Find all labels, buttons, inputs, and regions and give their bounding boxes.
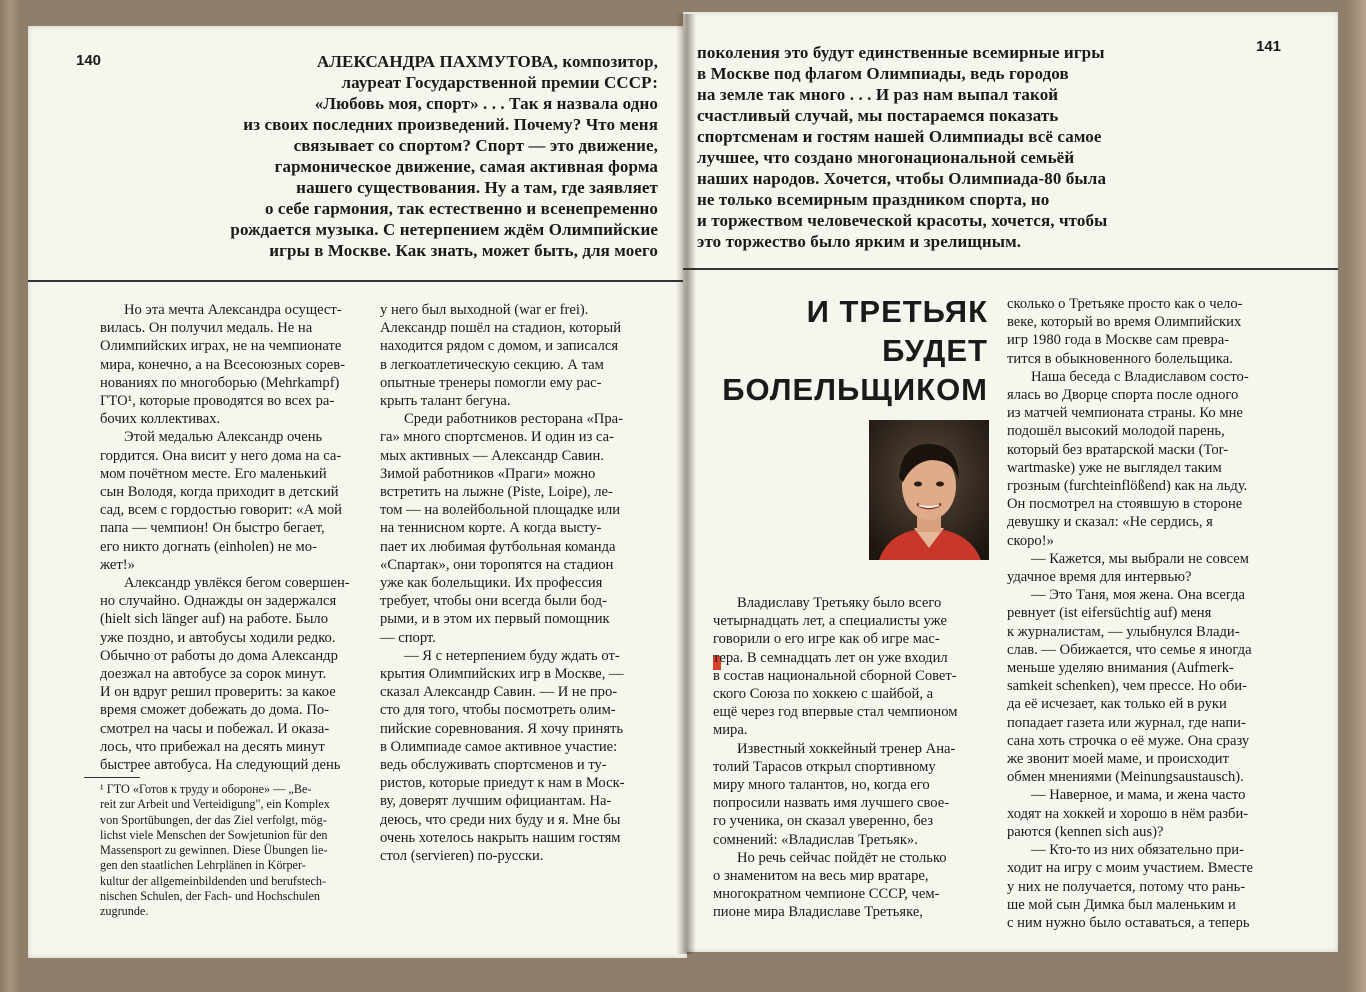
footnote-line: Massensport zu gewinnen. Diese Übungen lie- xyxy=(100,843,328,858)
text-line: требует, чтобы они всегда были бод- xyxy=(380,593,607,610)
text-line: — Наверное, и мама, и жена часто xyxy=(1031,787,1246,804)
text-line: сколько о Третьяке просто как о чело- xyxy=(1007,296,1243,312)
text-line: находится рядом с домом, и записался xyxy=(380,338,619,355)
intro-line: поколения это будут единственные всемирные игры xyxy=(697,43,1105,62)
text-line: игр 1980 года в Москве сам превра- xyxy=(1007,332,1230,349)
text-line: Владиславу Третьяку было всего xyxy=(737,595,942,611)
left-intro-text xyxy=(148,51,658,261)
right-intro-text xyxy=(697,42,1217,252)
text-line: подошёл высокий молодой парень, xyxy=(1007,423,1225,440)
text-line: у них не получается, потому что рань- xyxy=(1007,878,1246,895)
text-line: вилась. Он получил медаль. Не на xyxy=(100,320,313,337)
text-line: деюсь, что среди них буду и я. Мне бы xyxy=(380,811,621,828)
footnote-line: lichst viele Menschen der Sowjetunion für den xyxy=(100,827,328,842)
text-line: ше мой сын Димка был маленьким и xyxy=(1007,896,1236,913)
left-column-2 xyxy=(380,301,662,865)
text-line: Но эта мечта Александра осущест- xyxy=(124,302,342,318)
intro-line: рождается музыка. С нетерпением ждём Олимпийские xyxy=(230,220,658,239)
text-line: — Я с нетерпением буду ждать от- xyxy=(404,647,620,664)
text-line: девушку и сказал: «Не сердись, я xyxy=(1007,514,1213,531)
text-line: мых активных — Александр Савин. xyxy=(380,447,604,464)
text-line: сад, всем с гордостью говорит: «А мой xyxy=(100,502,342,519)
text-line: удачное время для интервью? xyxy=(1007,569,1192,586)
text-line: рыми, и в этом их первый помощник xyxy=(380,611,610,628)
text-line: сто для того, чтобы посмотреть олим- xyxy=(380,702,616,719)
footnote-line: reit zur Arbeit und Verteidigung", ein Komplex xyxy=(100,797,330,812)
right-column-1 xyxy=(713,594,995,922)
text-line: очень хотелось накрыть нашим гостям xyxy=(380,829,621,846)
intro-line: «Любовь моя, спорт» . . . Так я назвала одно xyxy=(314,94,658,113)
footnote-divider xyxy=(84,777,140,778)
text-line: лось, что прибежал на десять минут xyxy=(100,738,325,755)
headline-line: И ТРЕТЬЯК xyxy=(806,294,988,329)
text-line: га» много спортсменов. И один из са- xyxy=(380,429,615,446)
text-line: сомнений: «Владислав Третьяк». xyxy=(713,831,918,848)
page-number-left: 140 xyxy=(76,52,102,69)
text-line: о знаменитом на весь мир вратаре, xyxy=(713,868,929,885)
text-line: Александр пошёл на стадион, который xyxy=(380,320,622,337)
text-line: попадает газета или журнал, где напи- xyxy=(1007,714,1246,731)
text-line: Наша беседа с Владиславом состо- xyxy=(1031,368,1249,385)
page-number-right: 141 xyxy=(1256,38,1282,55)
headline-line: БОЛЕЛЬЩИКОМ xyxy=(722,372,988,407)
text-line: сказал Александр Савин. — И не про- xyxy=(380,684,618,701)
text-line: его никто догнать (einholen) не мо- xyxy=(100,538,317,555)
text-line: тится в обыкновенного болельщика. xyxy=(1007,350,1233,367)
text-line: тера. В семнадцать лет он уже входил xyxy=(713,649,948,666)
text-line: сын Володя, когда приходит в детский xyxy=(100,484,339,501)
text-line: жет!» xyxy=(100,556,135,573)
text-line: пийские соревнования. Я хочу принять xyxy=(380,720,624,737)
text-line: стол (servieren) по-русски. xyxy=(380,848,544,865)
text-line: го ученика, он сказал уверенно, без xyxy=(713,813,934,830)
text-line: обмен мнениями (Meinungsaustausch). xyxy=(1007,769,1244,786)
text-line: Среди работников ресторана «Пра- xyxy=(404,411,623,428)
intro-line: гармоническое движение, самая активная форма xyxy=(274,157,658,176)
text-line: который без вратарской маски (Tor- xyxy=(1007,441,1229,458)
intro-line: это торжество было ярким и зрелищным. xyxy=(697,232,1022,251)
text-line: мира, конечно, а на Всесоюзных сорев- xyxy=(100,356,346,373)
text-line: да её исчезает, как только ей в руки xyxy=(1007,696,1227,713)
text-line: толий Тарасов открыл спортивному xyxy=(713,758,936,775)
text-line: четырнадцать лет, а специалисты уже xyxy=(713,613,947,630)
text-line: в легкоатлетическую секцию. А там xyxy=(380,356,604,373)
text-line: раются (kennen sich aus)? xyxy=(1007,823,1164,840)
footnote-line: von Sportübungen, der das Ziel verfolgt, mög- xyxy=(100,812,327,827)
text-line: пает их любимая футбольная команда xyxy=(380,538,616,555)
left-column-1 xyxy=(100,301,376,774)
intro-line: лучшее, что создано многонациональной семьёй xyxy=(697,148,1075,167)
intro-line: не только всемирным праздником спорта, но xyxy=(697,190,1050,209)
text-line: ялась во Дворце спорта после одного xyxy=(1007,387,1239,404)
right-header-divider xyxy=(683,268,1338,270)
text-line: (hielt sich länger auf) на работе. Было xyxy=(100,611,329,628)
text-line: же звонит моей маме, и происходит xyxy=(1007,751,1229,768)
intro-line: наших народов. Хочется, чтобы Олимпиада-80 была xyxy=(697,169,1107,188)
text-line: на теннисном корте. А когда высту- xyxy=(380,520,602,537)
text-line: время сможет добежать до дома. По- xyxy=(100,702,330,719)
text-line: веке, который во время Олимпийских xyxy=(1007,314,1242,331)
footnote-line: kultur der allgemeinbildenden und berufstech- xyxy=(100,873,327,888)
text-line: у него был выходной (war er frei). xyxy=(380,302,589,318)
text-line: ходят на хоккей и хорошо в нём разби- xyxy=(1007,805,1249,822)
right-column-2 xyxy=(1007,295,1299,932)
text-line: папа — чемпион! Он быстро бегает, xyxy=(100,520,325,537)
text-line: уже поздно, и автобусы ходили редко. xyxy=(100,629,336,646)
text-line: из матчей чемпионата страны. Ко мне xyxy=(1007,405,1243,422)
text-line: Этой медалью Александр очень xyxy=(124,429,323,446)
text-line: ведь обслуживать спортсменов и ту- xyxy=(380,757,607,774)
intro-line: и торжеством человеческой красоты, хочется, чтобы xyxy=(697,211,1108,230)
text-line: ходит на игру с моим участием. Вместе xyxy=(1007,860,1253,877)
text-line: Известный хоккейный тренер Ана- xyxy=(737,740,956,757)
text-line: уже как болельщики. Их профессия xyxy=(380,575,603,592)
text-line: опытные тренеры помогли ему рас- xyxy=(380,374,602,391)
footnote xyxy=(100,782,370,920)
text-line: И он вдруг решил проверить: за какое xyxy=(100,684,336,701)
text-line: Зимой работников «Праги» можно xyxy=(380,465,596,482)
text-line: ристов, которые приедут к нам в Моск- xyxy=(380,775,625,792)
text-line: том — на волейбольной площадке или xyxy=(380,502,621,519)
text-line: — спорт. xyxy=(380,629,436,646)
text-line: доезжал на автобусе за сорок минут. xyxy=(100,666,327,683)
text-line: пионе мира Владиславе Третьяке, xyxy=(713,904,923,921)
text-line: скоро!» xyxy=(1007,532,1054,549)
intro-line: счастливый случай, мы постараемся показать xyxy=(697,106,1059,125)
text-line: встретить на лыжне (Piste, Loipe), ле- xyxy=(380,484,613,501)
text-line: слав. — Обижается, что семье я иногда xyxy=(1007,641,1252,658)
text-line: Александр увлёкся бегом совершен- xyxy=(124,575,350,592)
text-line: гордится. Она висит у него дома на са- xyxy=(100,447,342,464)
intro-line: игры в Москве. Как знать, может быть, для моего xyxy=(269,241,658,260)
intro-line: о себе гармония, так естественно и всенепременно xyxy=(264,199,658,218)
text-line: нованиях по многоборью (Mehrkampf) xyxy=(100,374,340,391)
text-line: быстрее автобуса. На следующий день xyxy=(100,757,341,774)
text-line: попросили назвать имя лучшего свое- xyxy=(713,795,950,812)
intro-line: спортсменам и гостям нашей Олимпиады всё самое xyxy=(697,127,1102,146)
text-line: смотрел на часы и побежал. И оказа- xyxy=(100,720,330,737)
text-line: мом почётном месте. Его маленький xyxy=(100,465,327,482)
text-line: ГТО¹, которые проводятся во всех ра- xyxy=(100,393,335,410)
intro-line: нашего существования. Ну а там, где заявляет xyxy=(296,178,658,197)
portrait-photo-icon xyxy=(869,420,989,560)
text-line: в состав национальной сборной Совет- xyxy=(713,667,957,684)
text-line: — Кто-то из них обязательно при- xyxy=(1031,842,1244,859)
intro-line: лауреат Государственной премии СССР: xyxy=(341,73,658,92)
intro-line: на земле так много . . . И раз нам выпал такой xyxy=(697,85,1059,104)
text-line: Обычно от работы до дома Александр xyxy=(100,647,338,664)
text-line: Но речь сейчас пойдёт не столько xyxy=(737,849,947,866)
text-line: с ним нужно было оставаться, а теперь xyxy=(1007,914,1250,931)
footnote-line: nischen Schulen, der Fach- und Hochschulen xyxy=(100,889,320,904)
text-line: крыть талант бегуна. xyxy=(380,393,511,410)
text-line: но случайно. Однажды он задержался xyxy=(100,593,337,610)
text-line: «Спартак», они торопятся на стадион xyxy=(380,556,614,573)
text-line: wartmaske) уже не выглядел таким xyxy=(1007,459,1222,476)
text-line: Олимпийских играх, не на чемпионате xyxy=(100,338,342,355)
headline-line: БУДЕТ xyxy=(882,333,988,368)
text-line: ву, доверят лучшим официантам. На- xyxy=(380,793,612,810)
portrait-photo xyxy=(869,420,989,560)
text-line: Он посмотрел на стоявшую в стороне xyxy=(1007,496,1243,513)
text-line: ского Союза по хоккею с шайбой, а xyxy=(713,686,934,703)
text-line: миру много талантов, но, когда его xyxy=(713,777,930,794)
text-line: ревнует (ist eifersüchtig auf) меня xyxy=(1007,605,1212,622)
text-line: samkeit schenken), чем прессе. Но оби- xyxy=(1007,678,1247,695)
text-line: сана хоть строчка о её муже. Она сразу xyxy=(1007,732,1250,749)
intro-line: в Москве под флагом Олимпиады, ведь городов xyxy=(697,64,1069,83)
text-line: ещё через год впервые стал чемпионом xyxy=(713,704,958,721)
text-line: говорили о его игре как об игре мас- xyxy=(713,631,940,648)
intro-line: из своих последних произведений. Почему? Что меня xyxy=(243,115,658,134)
text-line: к журналистам, — улыбнулся Влади- xyxy=(1007,623,1240,640)
left-page xyxy=(28,26,687,958)
footnote-line: zugrunde. xyxy=(100,904,149,919)
text-line: — Это Таня, моя жена. Она всегда xyxy=(1031,587,1245,604)
intro-line: АЛЕКСАНДРА ПАХМУТОВА, композитор, xyxy=(316,52,658,71)
intro-line: связывает со спортом? Спорт — это движение, xyxy=(293,136,658,155)
left-header-divider xyxy=(28,280,687,282)
footnote-line: ¹ ГТО «Готов к труду и обороне» — „Be- xyxy=(100,782,312,796)
text-line: крытия Олимпийских игр в Москве, — xyxy=(380,666,624,683)
text-line: бочих коллективах. xyxy=(100,411,221,428)
text-line: меньше уделяю внимания (Aufmerk- xyxy=(1007,660,1234,677)
article-headline xyxy=(703,292,988,409)
footnote-line: gen den staatlichen Lehrplänen in Körper- xyxy=(100,858,306,873)
text-line: в Олимпиаде самое активное участие: xyxy=(380,738,618,755)
text-line: грозным (furchteinflößend) как на льду. xyxy=(1007,478,1248,495)
text-line: — Кажется, мы выбрали не совсем xyxy=(1031,550,1250,567)
text-line: мира. xyxy=(713,722,748,739)
right-page xyxy=(683,12,1338,952)
text-line: многократном чемпионе СССР, чем- xyxy=(713,886,940,903)
